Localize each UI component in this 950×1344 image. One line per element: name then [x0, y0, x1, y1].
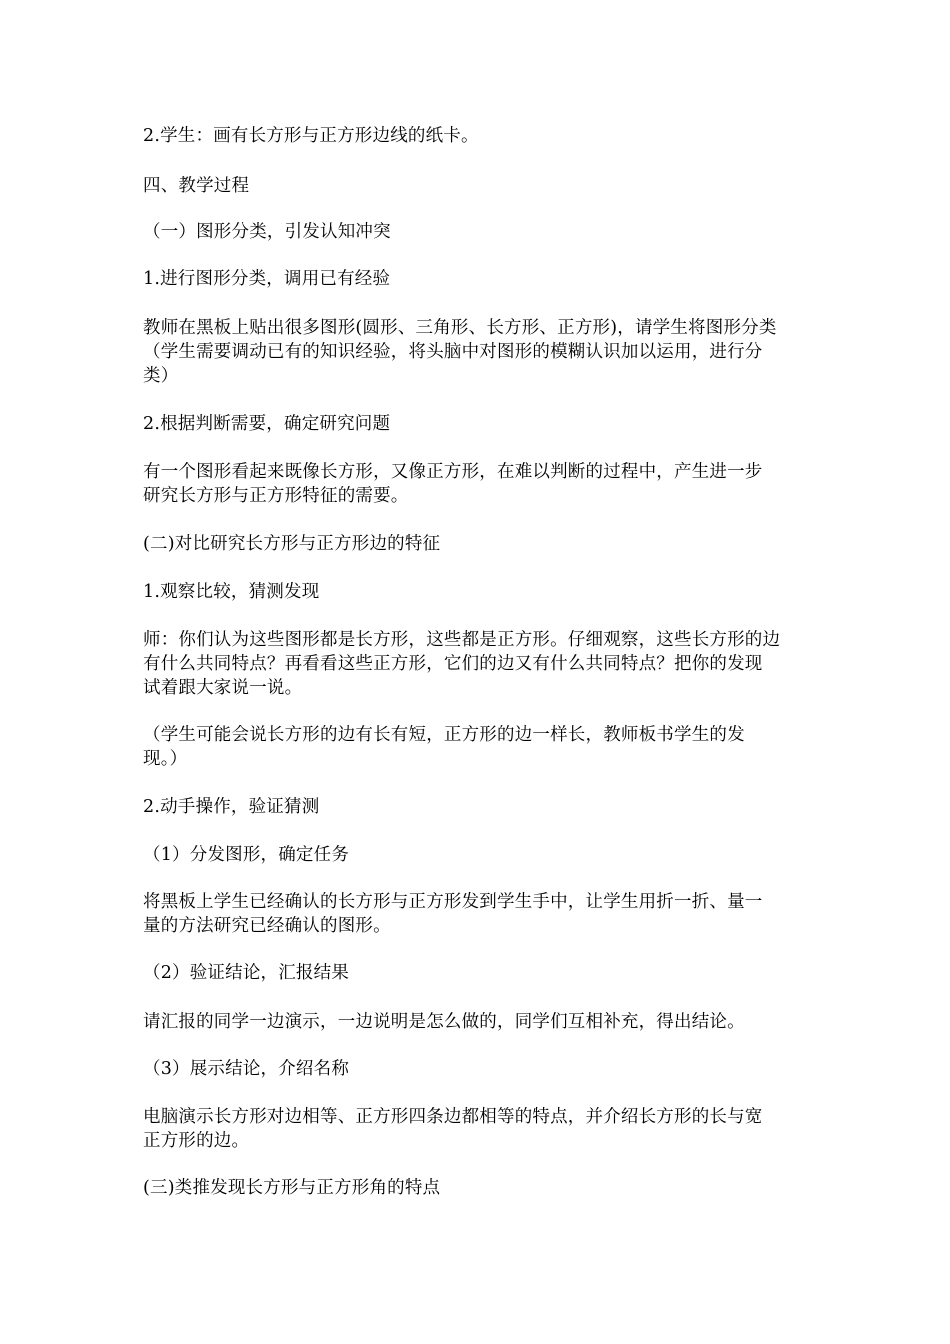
sub-step-heading: [143, 1057, 813, 1081]
subheading-part-one: [143, 220, 813, 244]
text-line: 四、教学过程: [143, 176, 250, 196]
step-heading: [143, 412, 813, 436]
text-line: 现。）: [143, 749, 188, 769]
text-line: 2.动手操作，验证猜测: [143, 797, 320, 817]
text-line: 将黑板上学生已经确认的长方形与正方形发到学生手中，让学生用折一折、量一: [143, 892, 763, 912]
text-line: 教师在黑板上贴出很多图形(圆形、三角形、长方形、正方形)，请学生将图形分类: [143, 318, 777, 338]
paragraph-body: [143, 1105, 813, 1153]
text-line: 正方形的边。: [143, 1131, 250, 1151]
text-line: （一）图形分类，引发认知冲突: [143, 222, 391, 242]
section-heading-teaching-process: [143, 174, 813, 198]
text-line: 类）: [143, 366, 179, 386]
text-line: 有一个图形看起来既像长方形，又像正方形，在难以判断的过程中，产生进一步: [143, 462, 763, 482]
paragraph-body: [143, 890, 813, 938]
paragraph-body: [143, 628, 813, 700]
paragraph-materials-students: [143, 124, 813, 148]
paragraph-body: [143, 723, 813, 771]
text-line: 电脑演示长方形对边相等、正方形四条边都相等的特点，并介绍长方形的长与宽: [143, 1107, 763, 1127]
text-line: 研究长方形与正方形特征的需要。: [143, 486, 409, 506]
text-line: (二)对比研究长方形与正方形边的特征: [143, 534, 441, 554]
paragraph-body: [143, 316, 813, 388]
paragraph-body: [143, 1010, 813, 1034]
text-line: 有什么共同特点？再看看这些正方形，它们的边又有什么共同特点？把你的发现: [143, 654, 763, 674]
sub-step-heading: [143, 843, 813, 867]
step-heading: [143, 795, 813, 819]
subheading-part-three: [143, 1176, 813, 1200]
step-heading: [143, 267, 813, 291]
text-line: 师：你们认为这些图形都是长方形，这些都是正方形。仔细观察，这些长方形的边: [143, 630, 781, 650]
text-line: 2.根据判断需要，确定研究问题: [143, 414, 391, 434]
text-line: 1.观察比较，猜测发现: [143, 582, 320, 602]
text-line: （3）展示结论，介绍名称: [143, 1059, 350, 1079]
text-line: 请汇报的同学一边演示，一边说明是怎么做的，同学们互相补充，得出结论。: [143, 1012, 745, 1032]
text-line: （1）分发图形，确定任务: [143, 845, 350, 865]
text-line: (三)类推发现长方形与正方形角的特点: [143, 1178, 441, 1198]
text-line: （学生可能会说长方形的边有长有短，正方形的边一样长，教师板书学生的发: [143, 725, 745, 745]
sub-step-heading: [143, 961, 813, 985]
subheading-part-two: [143, 532, 813, 556]
paragraph-body: [143, 460, 813, 508]
text-line: 2.学生：画有长方形与正方形边线的纸卡。: [143, 126, 479, 146]
text-line: 1.进行图形分类，调用已有经验: [143, 269, 391, 289]
step-heading: [143, 580, 813, 604]
text-line: 试着跟大家说一说。: [143, 678, 303, 698]
text-line: 量的方法研究已经确认的图形。: [143, 916, 391, 936]
text-line: （学生需要调动已有的知识经验，将头脑中对图形的模糊认识加以运用，进行分: [143, 342, 763, 362]
text-line: （2）验证结论，汇报结果: [143, 963, 350, 983]
